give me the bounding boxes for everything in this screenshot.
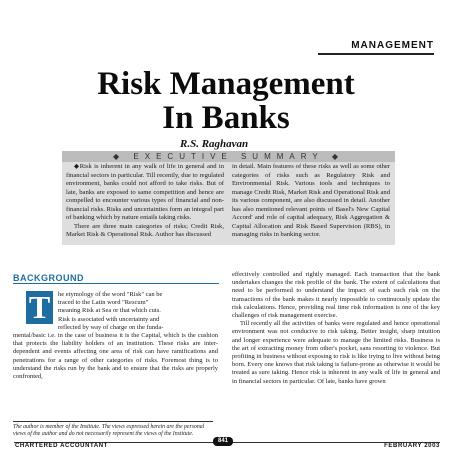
- author-footnote: The author is member of the Institute. The views expressed herein are the personal views of the author and do not necessarily represent the views of the Institute.: [13, 424, 205, 438]
- summary-left-paragraph-2: There are three main categories of risks; Credit Risk, Market Risk & Operational Risk. Author has discussed: [66, 222, 224, 238]
- diamond-icon: ◆: [113, 152, 126, 161]
- section-label: MANAGEMENT: [318, 39, 434, 55]
- footnote-divider: [13, 421, 213, 422]
- summary-right-paragraph: in detail. Main features of these risks as well as some other categories of risks such as Regulatory Risk and Environmental Risk. Various tools and techniques to manage Credit Risk, Market Risk and Operational Risk and its various component, are also discussed in detail. Another has also mentioned relevant points of Basel's New Capital Accord' and role of capital adequacy, Risk Aggregation & Capital Allocation and Risk Based Supervision (RBS), in managing risks in banking sector.: [232, 163, 390, 238]
- executive-summary-band: [62, 151, 395, 162]
- article-title-line-2: In Banks: [162, 100, 290, 136]
- summary-left-paragraph-1: Risk is inherent in any walk of life in general and in financial sectors in particular. Till recently, due to regulated environment, banks could not afford to take risks. But of late, banks are exposed to same competition and hence are compelled to encounter various types of financial and non-financial risks. Risks and uncertainties form an integral part of banking which by nature entails taking risks.: [66, 163, 224, 221]
- dropcap-line: traced to the Latin word "Rescum": [58, 299, 149, 307]
- summary-left-column: [66, 163, 224, 240]
- dropcap-line: meaning Risk at Sea or that which cuts.: [58, 307, 161, 315]
- author-name: R.S. Raghavan: [180, 138, 249, 150]
- body-right-paragraph-1: effectively controlled and rightly managed. Each transaction that the bank undertakes changes the risk profile of the bank. The extent of calculations that need to be performed to understand the impact of each such risk on the transactions of the bank makes it nearly impossible to continuously update the risk calculations. Hence, providing real time risk information is one of the key challenges of risk management exercise.: [232, 271, 440, 320]
- dropcap-line: he etymology of the word "Risk" can be: [58, 291, 163, 298]
- issue-date: FEBRUARY 2003: [384, 443, 440, 449]
- dropcap-lines: [58, 291, 218, 332]
- journal-name: CHARTERED ACCOUNTANT: [15, 443, 108, 449]
- body-right-column: [232, 271, 440, 386]
- background-divider: [13, 283, 219, 284]
- diamond-bullet-icon: ◆: [74, 163, 80, 170]
- dropcap-line: reflected by way of charge on the funda-: [58, 323, 164, 331]
- page-number: 841: [213, 437, 233, 446]
- body-right-paragraph-2: Till recently all the activities of banks were regulated and hence operational environment was not conducive to risk taking. Better insight, sharp intuition and longer experience were adequate to manage the limited risks. Business is the art of extracting money from other's pocket, sans resorting to violence. But profiting in business without exposing to risk is like trying to live without being born. Every one knows that risk taking is failure-prone as otherwise it would be treated as sure taking. Hence risk is inherent in any walk of life in general and in financial sectors in particular. Of late, banks have grown: [232, 320, 440, 385]
- dropcap-line: Risk is associated with uncertainty and: [58, 315, 160, 323]
- diamond-icon: ◆: [331, 152, 344, 161]
- article-title-line-1: Risk Management: [97, 66, 355, 102]
- executive-summary-label: EXECUTIVE SUMMARY: [133, 152, 324, 161]
- summary-right-column: [232, 163, 390, 240]
- background-heading: BACKGROUND: [13, 273, 84, 283]
- background-paragraph-1: mental/basic i.e. in the case of business it is the Capital, which is the cushion that protects the liability holders of an institution. These risks are inter-dependent and events affecting one area of risk can have ramifications and penetrations for a range of other categories of risks. Foremost thing is to understand the risks run by the bank and to ensure that the risks are properly confronted,: [13, 332, 218, 381]
- drop-cap: T: [26, 291, 53, 324]
